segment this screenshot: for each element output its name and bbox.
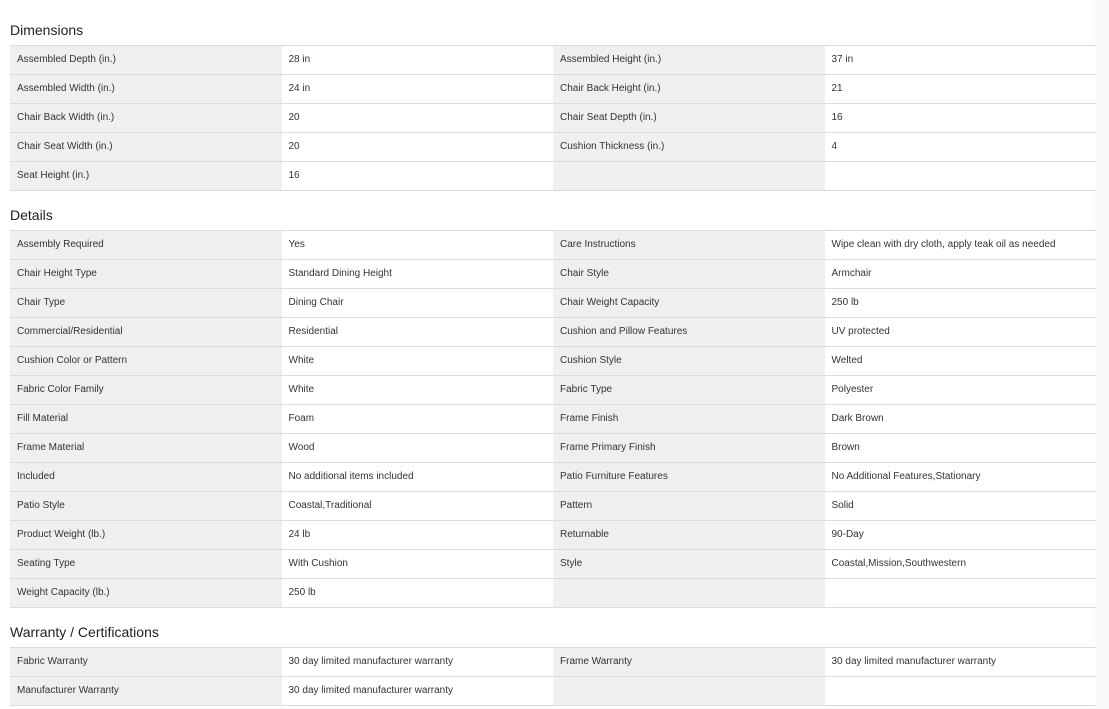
spec-label: Weight Capacity (lb.): [10, 579, 282, 607]
spec-label: Frame Warranty: [553, 648, 825, 676]
spec-row: [10, 521, 1096, 550]
spec-value: Welted: [825, 347, 1097, 375]
spec-value: 16: [282, 162, 554, 190]
spec-value: 24 lb: [282, 521, 554, 549]
spec-label: Frame Finish: [553, 405, 825, 433]
spec-value: 16: [825, 104, 1097, 132]
spec-label: Product Weight (lb.): [10, 521, 282, 549]
spec-label: Frame Material: [10, 434, 282, 462]
section-title-warranty: Warranty / Certifications: [10, 624, 159, 640]
spec-value: No Additional Features,Stationary: [825, 463, 1097, 491]
spec-value: Brown: [825, 434, 1097, 462]
spec-label: Seat Height (in.): [10, 162, 282, 190]
spec-value: 90-Day: [825, 521, 1097, 549]
spec-row: [10, 434, 1096, 463]
spec-value: Coastal,Mission,Southwestern: [825, 550, 1097, 578]
spec-label: Chair Seat Depth (in.): [553, 104, 825, 132]
section-title-dimensions: Dimensions: [10, 22, 84, 38]
spec-label: Seating Type: [10, 550, 282, 578]
spec-row: [10, 75, 1096, 104]
spec-row: [10, 347, 1096, 376]
spec-row: [10, 162, 1096, 191]
spec-value: Wipe clean with dry cloth, apply teak oil as needed: [825, 231, 1097, 259]
spec-value: 250 lb: [825, 289, 1097, 317]
spec-label: Patio Furniture Features: [553, 463, 825, 491]
spec-value: Armchair: [825, 260, 1097, 288]
spec-label: Commercial/Residential: [10, 318, 282, 346]
spec-label: Assembled Depth (in.): [10, 46, 282, 74]
spec-label: Assembly Required: [10, 231, 282, 259]
spec-label: Pattern: [553, 492, 825, 520]
spec-value: Wood: [282, 434, 554, 462]
spec-row: [10, 677, 1096, 706]
spec-value: Yes: [282, 231, 554, 259]
spec-value: Coastal,Traditional: [282, 492, 554, 520]
spec-value: 30 day limited manufacturer warranty: [282, 648, 554, 676]
spec-row: [10, 492, 1096, 521]
spec-row: [10, 104, 1096, 133]
spec-value: 250 lb: [282, 579, 554, 607]
spec-row: [10, 318, 1096, 347]
spec-value: 20: [282, 104, 554, 132]
spec-row: [10, 405, 1096, 434]
spec-row: [10, 133, 1096, 162]
spec-label: Manufacturer Warranty: [10, 677, 282, 705]
spec-value: 30 day limited manufacturer warranty: [282, 677, 554, 705]
spec-label: Chair Height Type: [10, 260, 282, 288]
spec-row: [10, 579, 1096, 608]
spec-row: [10, 648, 1096, 677]
spec-value: 24 in: [282, 75, 554, 103]
spec-value: 4: [825, 133, 1097, 161]
spec-label: Chair Seat Width (in.): [10, 133, 282, 161]
spec-label: Frame Primary Finish: [553, 434, 825, 462]
spec-label: Fabric Warranty: [10, 648, 282, 676]
spec-label: Care Instructions: [553, 231, 825, 259]
spec-value: [825, 677, 1097, 705]
spec-label: Cushion Style: [553, 347, 825, 375]
spec-value: Dining Chair: [282, 289, 554, 317]
spec-value: UV protected: [825, 318, 1097, 346]
spec-value: White: [282, 376, 554, 404]
spec-table: [10, 45, 1096, 191]
spec-value: Dark Brown: [825, 405, 1097, 433]
spec-row: [10, 46, 1096, 75]
spec-label: Assembled Height (in.): [553, 46, 825, 74]
spec-row: [10, 550, 1096, 579]
spec-label: Cushion and Pillow Features: [553, 318, 825, 346]
spec-label: Assembled Width (in.): [10, 75, 282, 103]
spec-value: 30 day limited manufacturer warranty: [825, 648, 1097, 676]
spec-value: Residential: [282, 318, 554, 346]
spec-label: Style: [553, 550, 825, 578]
spec-row: [10, 376, 1096, 405]
spec-value: Polyester: [825, 376, 1097, 404]
spec-value: Foam: [282, 405, 554, 433]
spec-label: Returnable: [553, 521, 825, 549]
specifications-page: [10, 0, 1096, 706]
warranty-section: [10, 622, 1096, 706]
spec-value: Solid: [825, 492, 1097, 520]
details-section: [10, 205, 1096, 608]
spec-label: Cushion Thickness (in.): [553, 133, 825, 161]
spec-label: Chair Type: [10, 289, 282, 317]
scrollbar-track[interactable]: [1095, 0, 1109, 709]
section-title-details: Details: [10, 207, 53, 223]
spec-value: 37 in: [825, 46, 1097, 74]
spec-label: Cushion Color or Pattern: [10, 347, 282, 375]
spec-value: With Cushion: [282, 550, 554, 578]
spec-label: Fabric Type: [553, 376, 825, 404]
spec-label: Included: [10, 463, 282, 491]
spec-row: [10, 289, 1096, 318]
spec-label: Patio Style: [10, 492, 282, 520]
spec-label: Chair Style: [553, 260, 825, 288]
spec-value: 21: [825, 75, 1097, 103]
spec-value: [825, 579, 1097, 607]
spec-label: [553, 162, 825, 190]
spec-label: [553, 579, 825, 607]
spec-label: [553, 677, 825, 705]
spec-table: [10, 647, 1096, 706]
spec-row: [10, 463, 1096, 492]
spec-label: Chair Back Width (in.): [10, 104, 282, 132]
spec-value: 20: [282, 133, 554, 161]
spec-label: Chair Back Height (in.): [553, 75, 825, 103]
spec-label: Fill Material: [10, 405, 282, 433]
spec-value: 28 in: [282, 46, 554, 74]
spec-row: [10, 231, 1096, 260]
spec-label: Chair Weight Capacity: [553, 289, 825, 317]
spec-label: Fabric Color Family: [10, 376, 282, 404]
dimensions-section: [10, 20, 1096, 191]
spec-value: [825, 162, 1097, 190]
spec-value: No additional items included: [282, 463, 554, 491]
spec-value: White: [282, 347, 554, 375]
spec-row: [10, 260, 1096, 289]
spec-value: Standard Dining Height: [282, 260, 554, 288]
spec-table: [10, 230, 1096, 608]
